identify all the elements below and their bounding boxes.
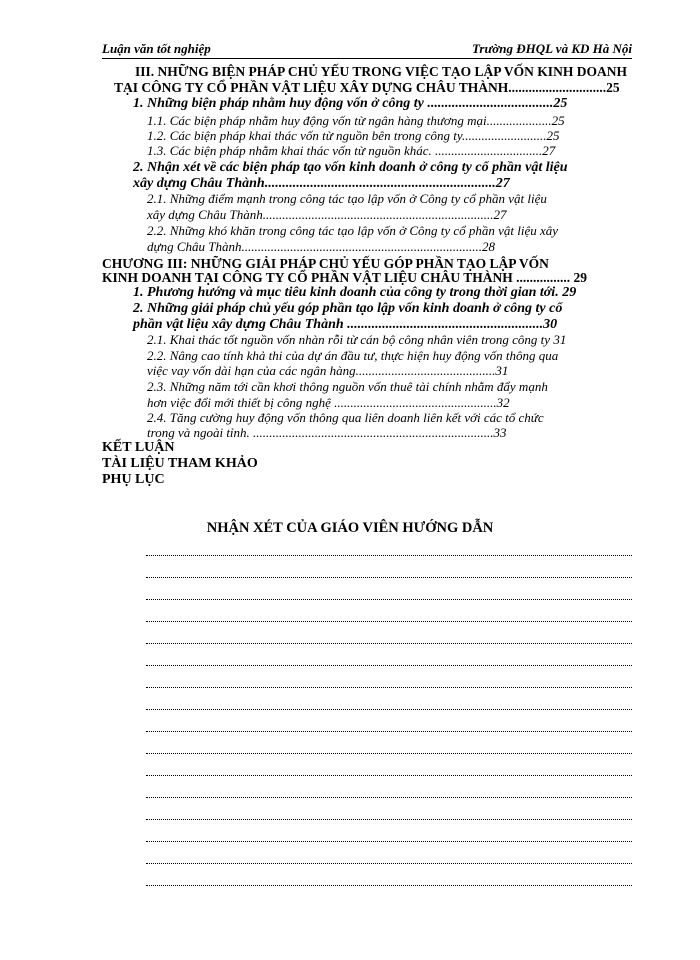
header-left: Luận văn tốt nghiệp (102, 41, 211, 56)
toc-item-2-1-cont: xây dựng Châu Thành.......................................................................27 (147, 207, 507, 222)
toc-references: TÀI LIỆU THAM KHẢO (102, 456, 258, 471)
header-right: Trường ĐHQL và KD Hà Nội (471, 41, 632, 56)
comment-line (146, 709, 632, 710)
comment-line (146, 621, 632, 622)
toc-item-1-2: 1.2. Các biện pháp khai thác vốn từ nguồn bên trong công ty..........................25 (147, 128, 560, 143)
comment-line (146, 885, 632, 886)
toc-ch3-item-2-3-cont: hơn việc đổi mới thiết bị công nghệ ..................................................32 (147, 395, 510, 410)
toc-section-3: III. NHỮNG BIỆN PHÁP CHỦ YẾU TRONG VIỆC TẠO LẬP VỐN KINH DOANH (135, 64, 627, 79)
comments-title: NHẬN XÉT CỦA GIÁO VIÊN HƯỚNG DẪN (206, 520, 494, 536)
toc-section-3-cont: TẠI CÔNG TY CỔ PHẦN VẬT LIỆU XÂY DỰNG CHÂU THÀNH.............................25 (114, 80, 620, 95)
toc-conclusion: KẾT LUẬN (102, 440, 175, 455)
comment-line (146, 599, 632, 600)
toc-chapter-3: CHƯƠNG III: NHỮNG GIẢI PHÁP CHỦ YẾU GÓP PHẦN TẠO LẬP VỐN (102, 256, 549, 271)
comment-line (146, 841, 632, 842)
comment-line (146, 643, 632, 644)
comment-line (146, 731, 632, 732)
comment-line (146, 665, 632, 666)
comment-line (146, 577, 632, 578)
toc-item-2: 2. Nhận xét về các biện pháp tạo vốn kinh doanh ở công ty cổ phần vật liệu (133, 160, 568, 175)
toc-ch3-item-2-2: 2.2. Nâng cao tính khả thi của dự án đầu tư, thực hiện huy động vốn thông qua (147, 348, 559, 363)
toc-item-2-2: 2.2. Những khó khăn trong công tác tạo lập vốn ở Công ty cổ phần vật liệu xây (147, 223, 559, 238)
toc-item-2-cont: xây dựng Châu Thành..................................................................27 (133, 176, 510, 191)
comment-line (146, 775, 632, 776)
comment-line (146, 753, 632, 754)
toc-ch3-item-2-cont: phần vật liệu xây dựng Châu Thành ........................................................30 (133, 317, 558, 332)
toc-ch3-item-2: 2. Những giải pháp chủ yếu góp phần tạo lập vốn kinh doanh ở công ty cổ (133, 301, 563, 316)
comment-line (146, 687, 632, 688)
toc-chapter-3-cont: KINH DOANH TẠI CÔNG TY CỔ PHẦN VẬT LIỆU CHÂU THÀNH ................ 29 (102, 270, 588, 285)
toc-ch3-item-2-3: 2.3. Những năm tới cần khơi thông nguồn vốn thuê tài chính nhằm đẩy mạnh (147, 379, 548, 394)
toc-ch3-item-2-1: 2.1. Khai thác tốt nguồn vốn nhàn rỗi từ cán bộ công nhân viên trong công ty 31 (147, 332, 567, 347)
toc-ch3-item-2-4: 2.4. Tăng cường huy động vốn thông qua liên doanh liên kết với các tổ chức (147, 410, 544, 425)
comment-line (146, 863, 632, 864)
comment-line (146, 797, 632, 798)
toc-ch3-item-2-4-cont: trong và ngoài tỉnh. ..........................................................................33 (147, 425, 507, 440)
comment-line (146, 555, 632, 556)
page-header (102, 40, 632, 59)
comment-line (146, 819, 632, 820)
toc-item-1-3: 1.3. Các biện pháp nhằm khai thác vốn từ nguồn khác. .................................27 (147, 143, 556, 158)
toc-ch3-item-1: 1. Phương hướng và mục tiêu kinh doanh của công ty trong thời gian tới. 29 (133, 285, 577, 300)
toc-item-1: 1. Những biện pháp nhằm huy động vốn ở công ty ....................................25 (133, 96, 568, 111)
toc-item-2-2-cont: dựng Châu Thành..........................................................................28 (147, 239, 495, 254)
toc-ch3-item-2-2-cont: việc vay vốn dài hạn của các ngân hàng...........................................31 (147, 363, 509, 378)
toc-item-2-1: 2.1. Những điểm mạnh trong công tác tạo lập vốn ở Công ty cổ phần vật liệu (147, 191, 547, 206)
toc-appendix: PHỤ LỤC (102, 472, 165, 487)
toc-item-1-1: 1.1. Các biện pháp nhằm huy động vốn từ ngân hàng thương mại....................25 (147, 113, 565, 128)
